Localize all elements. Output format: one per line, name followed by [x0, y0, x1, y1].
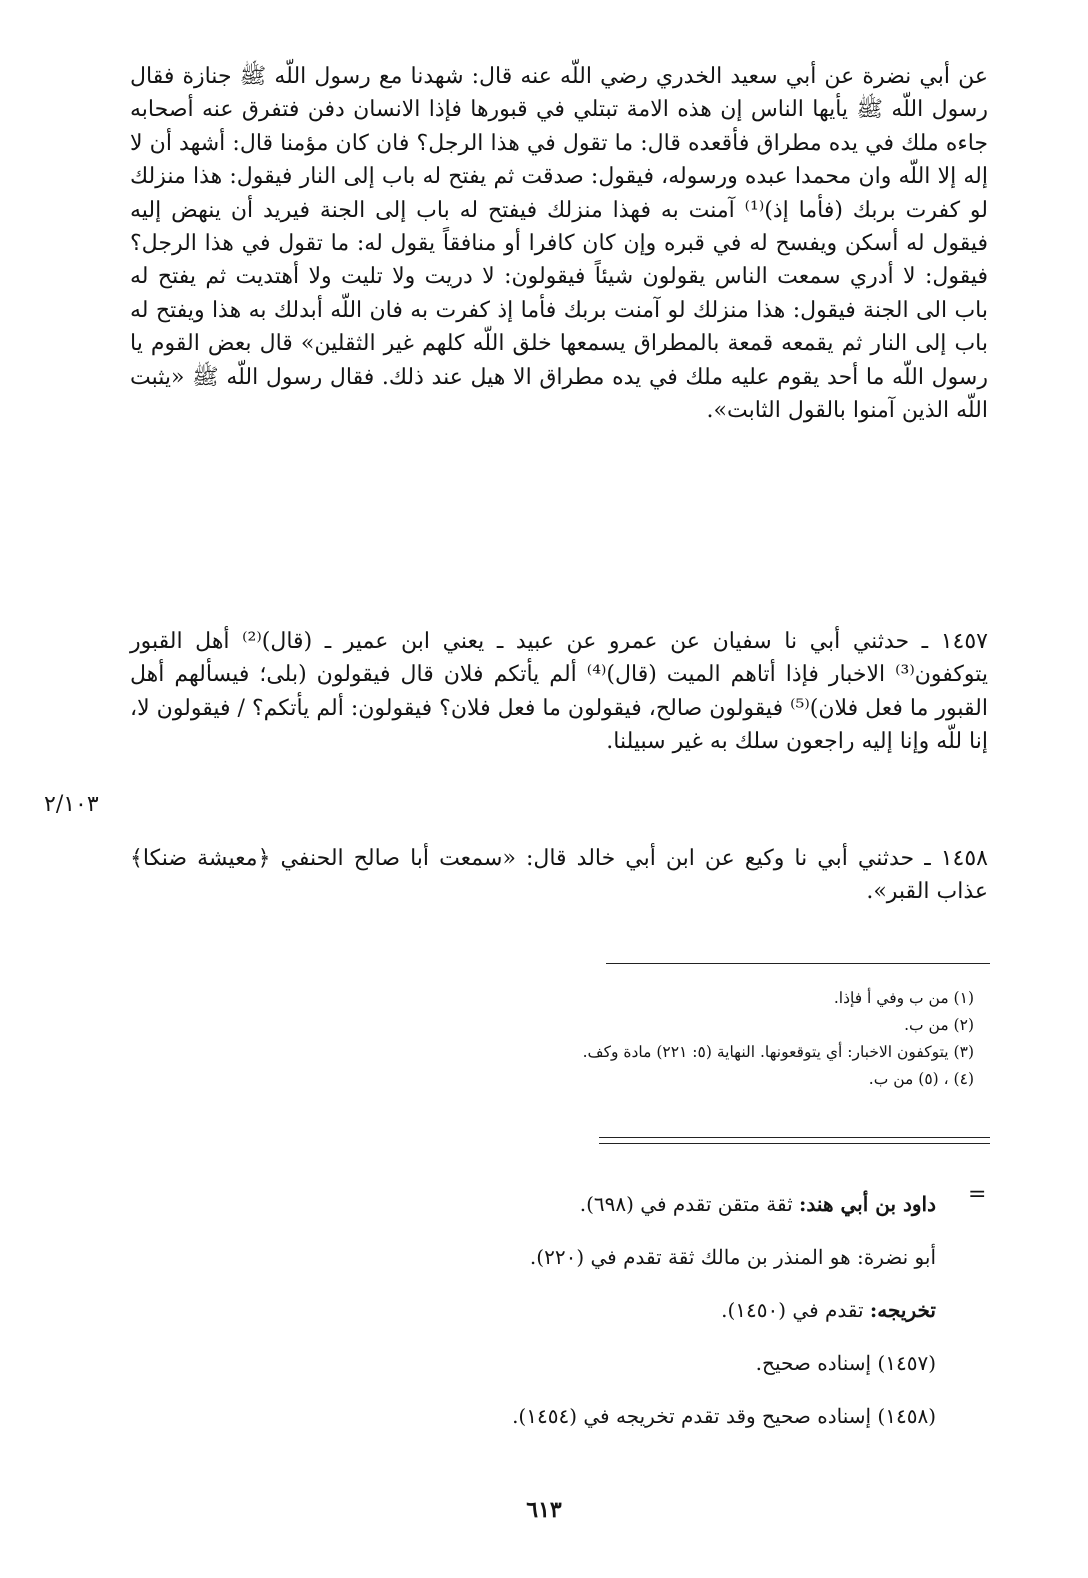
note-term: داود بن أبي هند:	[799, 1192, 936, 1216]
note-text: ثقة متقن تقدم في (٦٩٨).	[579, 1192, 800, 1216]
note-term: تخريجه:	[869, 1298, 936, 1322]
footnote: (٢) من ب.	[904, 1016, 974, 1034]
footnote-separator	[606, 963, 990, 964]
margin-volume-page-note: ٢/١٠٣	[44, 792, 99, 817]
hadith-paragraph-1458	[130, 842, 988, 909]
commentary-notes	[130, 1178, 936, 1443]
note-item	[130, 1178, 936, 1231]
hadith-number: ١٤٥٨	[940, 846, 988, 871]
footnote: (٤) ، (٥) من ب.	[868, 1070, 974, 1088]
note-text: تقدم في (١٤٥٠).	[721, 1298, 870, 1322]
hadith-text: ـ حدثني أبي نا سفيان عن عمرو عن عبيد ـ يعني ابن عمير ـ (قال)⁽²⁾ أهل القبور يتوكفون⁽³⁾ الاخبار فإذا أتاهم الميت (قال)⁽⁴⁾ ألم يأتكم فلان قال فيقولون (بلى؛ فيسألهم أهل القبور ما فعل فلان)⁽⁵⁾ فيقولون صالح، فيقولون ما فعل فلان؟ فيقولون: ألم يأتكم؟ / فيقولون لا، إنا للّه وإنا إليه راجعون سلك به غير سبيلنا.	[130, 629, 989, 755]
footnote: (١) من ب وفي أ فإذا.	[833, 989, 974, 1007]
note-item	[130, 1390, 936, 1443]
note-text: (١٤٥٧) إسناده صحيح.	[755, 1351, 936, 1375]
note-item	[130, 1284, 936, 1337]
note-item	[130, 1231, 936, 1284]
hadith-text: ـ حدثني أبي نا وكيع عن ابن أبي خالد قال: «سمعت أبا صالح الحنفي ﴿معيشة ضنكا﴾ عذاب القبر».	[130, 846, 988, 905]
note-item	[130, 1337, 936, 1390]
notes-double-separator	[599, 1137, 990, 1144]
hadith-paragraph-1: عن أبي نضرة عن أبي سعيد الخدري رضي اللّه عنه قال: شهدنا مع رسول اللّه ﷺ جنازة فقال رسول اللّه ﷺ يأيها الناس إن هذه الامة تبتلي في قبورها فإذا الانسان دفن فتفرق عنه أصحابه جاءه ملك في يده مطراق فأقعده قال: ما تقول في هذا الرجل؟ فان كان مؤمنا قال: أشهد أن لا إله إلا اللّه وان محمدا عبده ورسوله، فيقول: صدقت ثم يفتح له باب إلى النار فيقول: هذا منزلك لو كفرت بربك (فأما إذ)⁽¹⁾ آمنت به فهذا منزلك فيفتح له باب إلى الجنة فيريد أن ينهض إليه فيقول له أسكن ويفسح له في قبره وإن كان كافرا أو منافقاً يقول له: ما تقول في هذا الرجل؟ فيقول: لا أدري سمعت الناس يقولون شيئاً فيقولون: لا دريت ولا تليت ولا أهتديت ثم يفتح له باب الى الجنة فيقول: هذا منزلك لو آمنت بربك فأما إذ كفرت به فان اللّه أبدلك به هذا ويفتح له باب إلى النار ثم يقمعه قمعة بالمطراق يسمعها خلق اللّه كلهم غير الثقلين» قال بعض القوم يا رسول اللّه ما أحد يقوم عليه ملك في يده مطراق الا هيل عند ذلك. فقال رسول اللّه ﷺ «يثبت اللّه الذين آمنوا بالقول الثابت».	[130, 64, 989, 424]
page-number: ٦١٣	[526, 1497, 562, 1523]
note-text: (١٤٥٨) إسناده صحيح وقد تقدم تخريجه في (١٤٥٤).	[512, 1404, 936, 1428]
footnote: (٣) يتوكفون الاخبار: أي يتوقعونها. النهاية (٥: ٢٢١) مادة وكف.	[582, 1043, 974, 1061]
hadith-paragraph-1457	[130, 625, 988, 759]
footnotes-list	[130, 985, 988, 1093]
note-text: أبو نضرة: هو المنذر بن مالك ثقة تقدم في (٢٢٠).	[529, 1245, 936, 1269]
notes-marker: =	[968, 1182, 987, 1207]
hadith-number: ١٤٥٧	[940, 629, 988, 654]
